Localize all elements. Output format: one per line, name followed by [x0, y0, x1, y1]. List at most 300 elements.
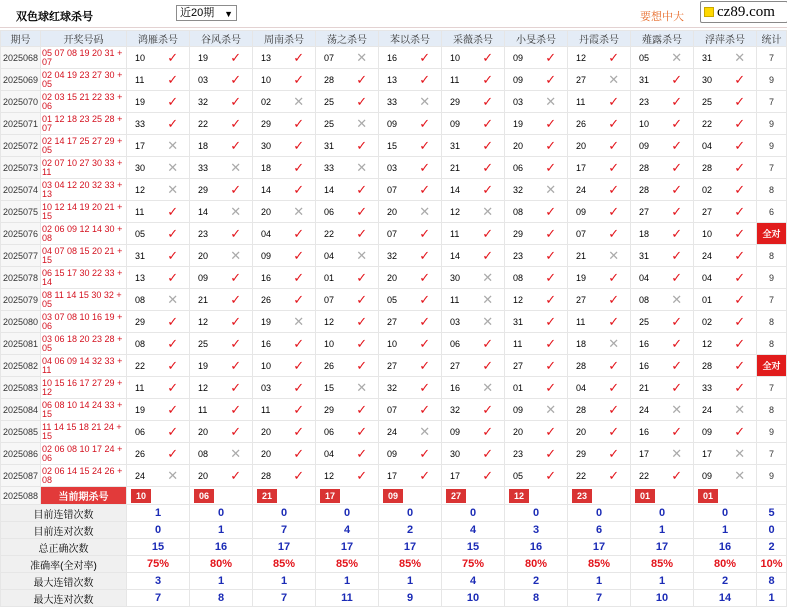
winning-numbers-cell: 11 14 15 18 21 24 + 15 — [41, 421, 127, 443]
check-icon: ✓ — [724, 421, 757, 443]
summary-row — [1, 505, 787, 522]
cross-icon: ✕ — [472, 267, 505, 289]
kill-number-cell: 25 — [316, 91, 346, 113]
period-cell: 2025078 — [1, 267, 41, 289]
summary-value: 1 — [253, 573, 316, 590]
stat-cell: 9 — [757, 465, 787, 487]
kill-number-cell: 33 — [127, 113, 157, 135]
kill-number-cell: 13 — [379, 69, 409, 91]
summary-value: 17 — [631, 539, 694, 556]
cross-icon: ✕ — [661, 289, 694, 311]
kill-number-cell: 20 — [505, 135, 535, 157]
kill-number-cell: 17 — [568, 157, 598, 179]
kill-number-cell: 31 — [127, 245, 157, 267]
table-row — [1, 223, 787, 245]
summary-value: 3 — [505, 522, 568, 539]
check-icon: ✓ — [661, 267, 694, 289]
kill-number-cell: 26 — [316, 355, 346, 377]
kill-number-cell: 11 — [568, 311, 598, 333]
table-row — [1, 245, 787, 267]
kill-number-cell: 27 — [442, 355, 472, 377]
kill-number-cell: 04 — [694, 135, 724, 157]
winning-numbers-cell: 06 15 17 30 22 33 + 14 — [41, 267, 127, 289]
kill-number-cell: 10 — [253, 69, 283, 91]
summary-label: 总正确次数 — [1, 539, 127, 556]
stat-cell: 8 — [757, 179, 787, 201]
cross-icon: ✕ — [157, 157, 190, 179]
period-cell: 2025087 — [1, 465, 41, 487]
summary-value: 16 — [505, 539, 568, 556]
kill-number-cell: 24 — [694, 245, 724, 267]
kill-number-cell: 19 — [127, 91, 157, 113]
col-header-expert: 丹霞杀号 — [568, 31, 631, 47]
summary-value: 85% — [379, 556, 442, 573]
table-row — [1, 465, 787, 487]
kill-number-cell: 11 — [127, 201, 157, 223]
kill-number-cell: 06 — [127, 421, 157, 443]
kill-number-cell: 27 — [379, 355, 409, 377]
check-icon: ✓ — [409, 135, 442, 157]
winning-numbers-cell: 02 06 08 10 17 24 + 06 — [41, 443, 127, 465]
kill-number-cell: 31 — [505, 311, 535, 333]
kill-number-cell: 04 — [253, 223, 283, 245]
current-kill-cell — [316, 487, 379, 505]
kill-number-cell: 20 — [568, 135, 598, 157]
kill-number-cell: 17 — [631, 443, 661, 465]
summary-stat-value: 1 — [757, 590, 787, 607]
period-cell: 2025085 — [1, 421, 41, 443]
check-icon: ✓ — [472, 157, 505, 179]
summary-row — [1, 522, 787, 539]
kill-number-cell: 01 — [316, 267, 346, 289]
summary-stat-value: 10% — [757, 556, 787, 573]
current-kill-badge: 01 — [698, 489, 718, 503]
summary-value: 16 — [694, 539, 757, 556]
winning-numbers-cell: 10 15 16 17 27 29 + 12 — [41, 377, 127, 399]
summary-stat-value: 0 — [757, 522, 787, 539]
check-icon: ✓ — [598, 465, 631, 487]
check-icon: ✓ — [661, 245, 694, 267]
summary-value: 1 — [568, 573, 631, 590]
check-icon: ✓ — [724, 245, 757, 267]
check-icon: ✓ — [409, 443, 442, 465]
summary-value: 0 — [568, 505, 631, 522]
kill-number-cell: 19 — [253, 311, 283, 333]
check-icon: ✓ — [661, 421, 694, 443]
kill-number-cell: 31 — [442, 135, 472, 157]
period-cell: 2025088 — [1, 487, 41, 505]
check-icon: ✓ — [661, 465, 694, 487]
kill-number-cell: 29 — [505, 223, 535, 245]
check-icon: ✓ — [535, 355, 568, 377]
current-kill-cell — [127, 487, 190, 505]
cross-icon: ✕ — [472, 289, 505, 311]
period-cell: 2025082 — [1, 355, 41, 377]
kill-number-cell: 14 — [253, 179, 283, 201]
kill-number-cell: 08 — [127, 333, 157, 355]
kill-number-cell: 26 — [568, 113, 598, 135]
kill-number-cell: 09 — [379, 113, 409, 135]
all-correct-badge: 全对 — [757, 223, 787, 245]
current-kill-cell — [253, 487, 316, 505]
cross-icon: ✕ — [220, 201, 253, 223]
cross-icon: ✕ — [535, 91, 568, 113]
kill-number-cell: 14 — [316, 179, 346, 201]
current-kill-cell — [190, 487, 253, 505]
current-kill-badge: 23 — [572, 489, 592, 503]
table-row — [1, 201, 787, 223]
summary-value: 1 — [190, 573, 253, 590]
check-icon: ✓ — [346, 201, 379, 223]
kill-number-cell: 32 — [442, 399, 472, 421]
kill-number-cell: 07 — [316, 47, 346, 69]
kill-number-cell: 11 — [568, 91, 598, 113]
kill-number-cell: 04 — [316, 245, 346, 267]
summary-value: 10 — [631, 590, 694, 607]
cross-icon: ✕ — [409, 201, 442, 223]
period-cell: 2025077 — [1, 245, 41, 267]
kill-number-cell: 02 — [253, 91, 283, 113]
summary-value: 10 — [442, 590, 505, 607]
summary-value: 0 — [190, 505, 253, 522]
table-header-row — [1, 31, 787, 47]
all-correct-badge: 全对 — [757, 355, 787, 377]
kill-number-cell: 21 — [190, 289, 220, 311]
kill-number-cell: 10 — [316, 333, 346, 355]
kill-number-cell: 08 — [190, 443, 220, 465]
kill-number-cell: 09 — [694, 465, 724, 487]
check-icon: ✓ — [661, 135, 694, 157]
kill-number-cell: 16 — [253, 333, 283, 355]
kill-number-cell: 28 — [568, 355, 598, 377]
check-icon: ✓ — [157, 223, 190, 245]
winning-numbers-cell: 02 03 15 21 22 33 + 06 — [41, 91, 127, 113]
check-icon: ✓ — [472, 443, 505, 465]
kill-number-cell: 03 — [442, 311, 472, 333]
summary-value: 85% — [631, 556, 694, 573]
kill-number-cell: 33 — [379, 91, 409, 113]
check-icon: ✓ — [220, 333, 253, 355]
cross-icon: ✕ — [472, 311, 505, 333]
kill-number-cell: 13 — [127, 267, 157, 289]
kill-number-cell: 21 — [568, 245, 598, 267]
kill-number-cell: 12 — [190, 377, 220, 399]
check-icon: ✓ — [661, 377, 694, 399]
kill-number-cell: 21 — [442, 157, 472, 179]
check-icon: ✓ — [598, 399, 631, 421]
stat-cell: 7 — [757, 377, 787, 399]
summary-value: 17 — [253, 539, 316, 556]
summary-value: 4 — [316, 522, 379, 539]
summary-value: 1 — [190, 522, 253, 539]
check-icon: ✓ — [409, 157, 442, 179]
kill-number-cell: 23 — [631, 91, 661, 113]
check-icon: ✓ — [661, 69, 694, 91]
summary-value: 1 — [316, 573, 379, 590]
winning-numbers-cell: 05 07 08 19 20 31 + 07 — [41, 47, 127, 69]
kill-number-cell: 27 — [505, 355, 535, 377]
kill-number-cell: 06 — [442, 333, 472, 355]
kill-number-cell: 22 — [190, 113, 220, 135]
kill-number-cell: 12 — [316, 311, 346, 333]
kill-number-cell: 32 — [379, 377, 409, 399]
kill-number-cell: 30 — [694, 69, 724, 91]
cross-icon: ✕ — [724, 465, 757, 487]
summary-value: 2 — [505, 573, 568, 590]
summary-value: 85% — [568, 556, 631, 573]
winning-numbers-cell: 04 07 08 15 20 21 + 15 — [41, 245, 127, 267]
promo-link[interactable]: 要想中大 — [640, 11, 684, 23]
current-kill-cell — [379, 487, 442, 505]
check-icon: ✓ — [220, 135, 253, 157]
period-cell: 2025079 — [1, 289, 41, 311]
kill-number-cell: 30 — [442, 267, 472, 289]
kill-number-cell: 25 — [190, 333, 220, 355]
winning-numbers-cell: 06 08 10 14 24 33 + 15 — [41, 399, 127, 421]
kill-number-cell: 28 — [253, 465, 283, 487]
check-icon: ✓ — [535, 377, 568, 399]
kill-number-cell: 24 — [694, 399, 724, 421]
check-icon: ✓ — [157, 333, 190, 355]
cross-icon: ✕ — [598, 245, 631, 267]
stat-cell: 9 — [757, 267, 787, 289]
kill-number-cell: 14 — [442, 245, 472, 267]
check-icon: ✓ — [535, 311, 568, 333]
summary-value: 6 — [568, 522, 631, 539]
kill-number-cell: 21 — [631, 377, 661, 399]
stat-cell: 7 — [757, 91, 787, 113]
kill-number-cell: 23 — [505, 443, 535, 465]
check-icon: ✓ — [283, 333, 316, 355]
check-icon: ✓ — [409, 69, 442, 91]
site-logo[interactable] — [700, 1, 787, 23]
summary-value: 17 — [568, 539, 631, 556]
summary-value: 16 — [190, 539, 253, 556]
kill-number-cell: 17 — [694, 443, 724, 465]
check-icon: ✓ — [157, 443, 190, 465]
cross-icon: ✕ — [598, 69, 631, 91]
table-row — [1, 179, 787, 201]
kill-number-cell: 02 — [694, 311, 724, 333]
check-icon: ✓ — [535, 69, 568, 91]
check-icon: ✓ — [724, 267, 757, 289]
kill-number-cell: 09 — [631, 135, 661, 157]
kill-number-cell: 31 — [316, 135, 346, 157]
summary-value: 9 — [379, 590, 442, 607]
check-icon: ✓ — [409, 179, 442, 201]
current-period-row — [1, 487, 787, 505]
check-icon: ✓ — [220, 223, 253, 245]
check-icon: ✓ — [157, 245, 190, 267]
check-icon: ✓ — [724, 69, 757, 91]
kill-number-cell: 08 — [127, 289, 157, 311]
kill-number-cell: 10 — [694, 223, 724, 245]
kill-number-cell: 10 — [631, 113, 661, 135]
kill-number-cell: 24 — [631, 399, 661, 421]
cross-icon: ✕ — [535, 179, 568, 201]
kill-number-cell: 12 — [694, 333, 724, 355]
winning-numbers-cell: 08 11 14 15 30 32 + 05 — [41, 289, 127, 311]
kill-number-cell: 22 — [127, 355, 157, 377]
kill-number-cell: 04 — [694, 267, 724, 289]
winning-numbers-cell: 02 04 19 23 27 30 + 05 — [41, 69, 127, 91]
check-icon: ✓ — [346, 223, 379, 245]
kill-number-cell: 11 — [442, 223, 472, 245]
kill-number-cell: 18 — [568, 333, 598, 355]
summary-value: 85% — [253, 556, 316, 573]
table-row — [1, 47, 787, 69]
check-icon: ✓ — [409, 333, 442, 355]
check-icon: ✓ — [157, 91, 190, 113]
check-icon: ✓ — [661, 355, 694, 377]
check-icon: ✓ — [346, 465, 379, 487]
kill-number-cell: 05 — [631, 47, 661, 69]
kill-number-cell: 20 — [253, 201, 283, 223]
check-icon: ✓ — [220, 421, 253, 443]
check-icon: ✓ — [472, 355, 505, 377]
check-icon: ✓ — [598, 135, 631, 157]
kill-number-cell: 02 — [694, 179, 724, 201]
kill-number-cell: 18 — [190, 135, 220, 157]
kill-number-cell: 25 — [631, 311, 661, 333]
check-icon: ✓ — [598, 47, 631, 69]
kill-number-cell: 26 — [253, 289, 283, 311]
kill-number-cell: 08 — [505, 267, 535, 289]
period-select[interactable] — [176, 5, 237, 21]
stat-cell: 9 — [757, 113, 787, 135]
check-icon: ✓ — [724, 91, 757, 113]
table-row — [1, 135, 787, 157]
check-icon: ✓ — [472, 465, 505, 487]
cross-icon: ✕ — [157, 135, 190, 157]
summary-value: 80% — [190, 556, 253, 573]
check-icon: ✓ — [598, 421, 631, 443]
check-icon: ✓ — [472, 179, 505, 201]
kill-number-cell: 24 — [568, 179, 598, 201]
check-icon: ✓ — [535, 465, 568, 487]
kill-number-table — [0, 30, 787, 607]
kill-number-cell: 09 — [505, 399, 535, 421]
check-icon: ✓ — [346, 443, 379, 465]
current-kill-badge: 17 — [320, 489, 340, 503]
period-cell: 2025071 — [1, 113, 41, 135]
check-icon: ✓ — [283, 223, 316, 245]
summary-value: 8 — [505, 590, 568, 607]
check-icon: ✓ — [598, 289, 631, 311]
kill-number-cell: 06 — [316, 201, 346, 223]
check-icon: ✓ — [157, 421, 190, 443]
check-icon: ✓ — [220, 47, 253, 69]
kill-number-cell: 01 — [694, 289, 724, 311]
kill-number-cell: 20 — [379, 267, 409, 289]
check-icon: ✓ — [346, 267, 379, 289]
check-icon: ✓ — [283, 355, 316, 377]
table-row — [1, 157, 787, 179]
check-icon: ✓ — [220, 355, 253, 377]
kill-number-cell: 12 — [505, 289, 535, 311]
kill-number-cell: 29 — [190, 179, 220, 201]
kill-number-cell: 11 — [253, 399, 283, 421]
kill-number-cell: 04 — [316, 443, 346, 465]
kill-number-cell: 33 — [316, 157, 346, 179]
check-icon: ✓ — [472, 135, 505, 157]
kill-number-cell: 09 — [253, 245, 283, 267]
check-icon: ✓ — [472, 47, 505, 69]
summary-value: 0 — [694, 505, 757, 522]
current-kill-cell — [442, 487, 505, 505]
kill-number-cell: 11 — [505, 333, 535, 355]
kill-number-cell: 25 — [316, 113, 346, 135]
check-icon: ✓ — [346, 333, 379, 355]
kill-number-cell: 08 — [631, 289, 661, 311]
summary-value: 0 — [631, 505, 694, 522]
cross-icon: ✕ — [220, 443, 253, 465]
check-icon: ✓ — [724, 157, 757, 179]
check-icon: ✓ — [346, 69, 379, 91]
winning-numbers-cell: 02 14 17 25 27 29 + 05 — [41, 135, 127, 157]
summary-value: 14 — [694, 590, 757, 607]
summary-value: 75% — [442, 556, 505, 573]
kill-number-cell: 12 — [442, 201, 472, 223]
summary-value: 0 — [442, 505, 505, 522]
check-icon: ✓ — [283, 399, 316, 421]
winning-numbers-cell: 10 12 14 19 20 21 + 15 — [41, 201, 127, 223]
current-kill-badge: 09 — [383, 489, 403, 503]
stat-cell: 7 — [757, 289, 787, 311]
check-icon: ✓ — [283, 377, 316, 399]
summary-value: 7 — [127, 590, 190, 607]
kill-number-cell: 11 — [442, 289, 472, 311]
kill-number-cell: 07 — [379, 223, 409, 245]
check-icon: ✓ — [472, 421, 505, 443]
check-icon: ✓ — [409, 47, 442, 69]
check-icon: ✓ — [724, 113, 757, 135]
check-icon: ✓ — [157, 355, 190, 377]
period-cell: 2025070 — [1, 91, 41, 113]
check-icon: ✓ — [283, 135, 316, 157]
check-icon: ✓ — [598, 377, 631, 399]
kill-number-cell: 06 — [505, 157, 535, 179]
table-row — [1, 421, 787, 443]
kill-number-cell: 27 — [568, 69, 598, 91]
summary-value: 0 — [253, 505, 316, 522]
kill-number-cell: 28 — [631, 157, 661, 179]
kill-number-cell: 32 — [190, 91, 220, 113]
kill-number-cell: 11 — [190, 399, 220, 421]
check-icon: ✓ — [535, 267, 568, 289]
kill-number-cell: 07 — [568, 223, 598, 245]
kill-number-cell: 19 — [127, 399, 157, 421]
check-icon: ✓ — [220, 311, 253, 333]
current-kill-badge: 06 — [194, 489, 214, 503]
check-icon: ✓ — [661, 113, 694, 135]
check-icon: ✓ — [220, 465, 253, 487]
check-icon: ✓ — [598, 91, 631, 113]
cross-icon: ✕ — [283, 201, 316, 223]
check-icon: ✓ — [220, 267, 253, 289]
current-kill-cell — [568, 487, 631, 505]
period-cell: 2025072 — [1, 135, 41, 157]
kill-number-cell: 24 — [379, 421, 409, 443]
check-icon: ✓ — [409, 355, 442, 377]
summary-value: 75% — [127, 556, 190, 573]
check-icon: ✓ — [346, 311, 379, 333]
check-icon: ✓ — [220, 399, 253, 421]
cross-icon: ✕ — [157, 179, 190, 201]
check-icon: ✓ — [283, 267, 316, 289]
check-icon: ✓ — [661, 179, 694, 201]
kill-number-cell: 16 — [631, 421, 661, 443]
